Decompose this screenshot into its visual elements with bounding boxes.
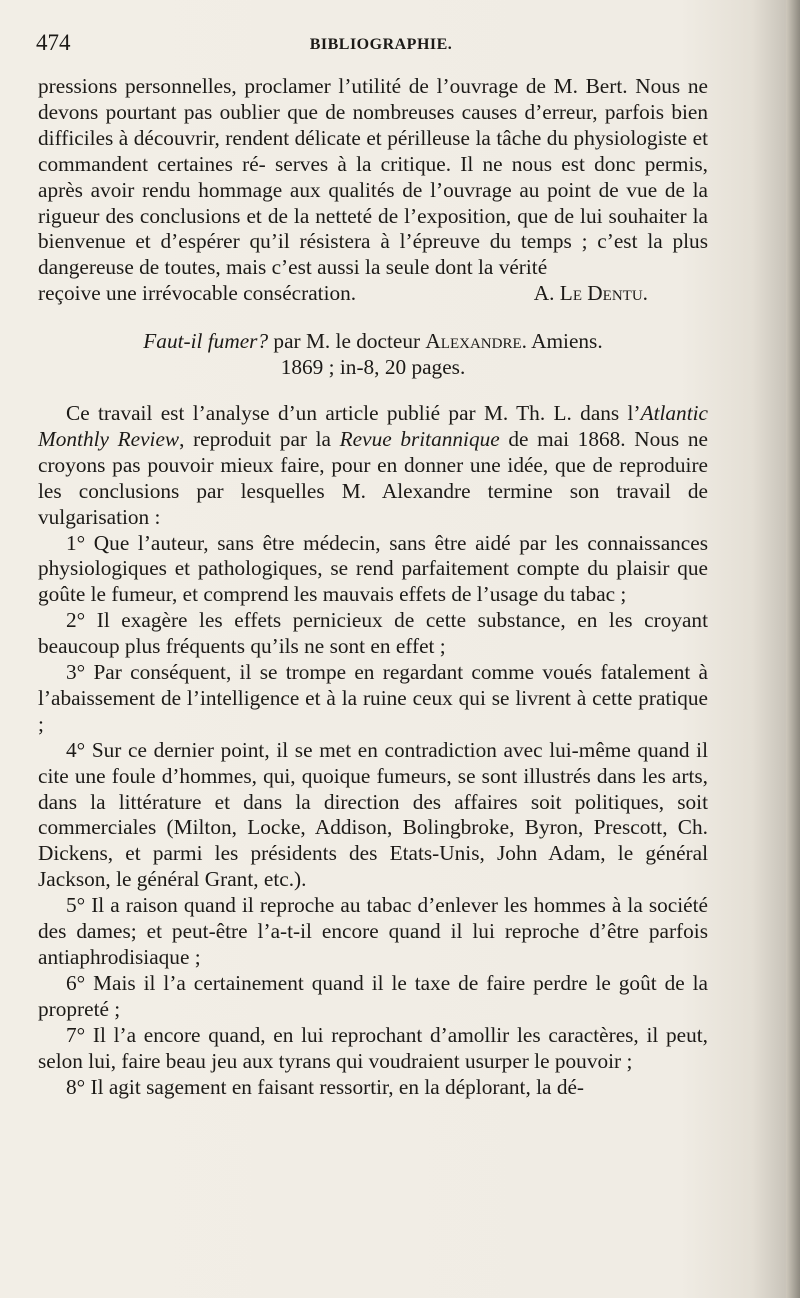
intro-text: , reproduit par la <box>179 426 340 451</box>
text-line: la bienvenue et d’espérer qu’il résistera à l’épreuve du temps ; c’est <box>38 203 708 254</box>
page-number: 474 <box>36 30 71 55</box>
list-item: 5° Il a raison quand il reproche au tabac d’enlever les hommes à la société des dames; et peut-être l’a-t-il encore quand il lui reproche d’être parfois antiaphrodisiaque ; <box>38 893 708 969</box>
list-item: 3° Par conséquent, il se trompe en regardant comme voués fatalement à l’abaissement de l’intelligence et à la ruine ceux qui se livrent à cette pratique ; <box>38 660 708 736</box>
review-paragraph <box>38 74 708 281</box>
title-line-1 <box>38 329 708 355</box>
page-header <box>36 30 726 60</box>
closing-line <box>38 281 708 307</box>
text-line: hommage aux qualités de l’ouvrage au point de vue de la rigueur <box>38 177 708 228</box>
page-body <box>38 74 708 1100</box>
intro-text: Ce travail est l’analyse d’un article publié par M. Th. L. dans l’ <box>66 400 641 425</box>
list-item: 2° Il exagère les effets pernicieux de cette substance, en les croyant beaucoup plus fréquents qu’ils ne sont en effet ; <box>38 608 708 659</box>
review-title <box>38 329 708 381</box>
list-item: 7° Il l’a encore quand, en lui reprochant d’amollir les caractères, il peut, selon lui, faire beau jeu aux tyrans qui voudraient usurper le pouvoir ; <box>38 1022 708 1073</box>
page-edge-shadow <box>786 0 800 1298</box>
intro-text: de mai 1868. Nous ne croyons pas pouvoir mieux faire, pour en donner une idée, que de reproduire les conclusions par lesquelles M. Alexandre termine son travail de vulgarisation : <box>38 426 708 529</box>
title-place: . Amiens. <box>521 329 603 354</box>
closing-text: reçoive une irrévocable consécration. <box>38 281 357 306</box>
running-title: BIBLIOGRAPHIE. <box>309 36 453 53</box>
signature: A. Le Dentu. <box>533 281 648 306</box>
text-line: Nous ne devons pourtant pas oublier que de nombreuses causes <box>38 74 708 124</box>
list-item: 1° Que l’auteur, sans être médecin, sans être aidé par les connaissances physiologiques et pathologiques, se rend parfaitement compte du plaisir que goûte le fumeur, et comprend les mauvais effets de l’usage du tabac ; <box>38 530 708 607</box>
text-line: serves à la critique. Il ne nous est donc permis, après avoir rendu <box>38 151 708 202</box>
list-item: 4° Sur ce dernier point, il se met en contradiction avec lui-même quand il cite une foule d’hommes, qui, quoique fumeurs, se sont illustrés dans les arts, dans la littérature et dans la direction des affaires soit politiques, soit commerciales (Milton, Locke, Addison, Bolingbroke, Byron, Prescott, Ch. Dickens, et parmi les présidents des Etats-Unis, John Adam, le général Jackson, le général Grant, etc.). <box>38 737 708 892</box>
text-line: pressions personnelles, proclamer l’utilité de l’ouvrage de M. Bert. <box>38 74 628 98</box>
list-item: 6° Mais il l’a certainement quand il le taxe de faire perdre le goût de la propreté ; <box>38 970 708 1021</box>
list-item: 8° Il agit sagement en faisant ressortir, en la déplorant, la dé- <box>66 1074 585 1099</box>
conclusions-list <box>38 531 708 1101</box>
review-conclusion <box>38 74 708 307</box>
text-line: des conclusions et de la netteté de l’exposition, que de lui souhaiter <box>105 203 687 228</box>
text-line: d’erreur, parfois bien difficiles à découvrir, rendent délicate et <box>38 99 708 150</box>
text-line: périlleuse la tâche du physiologiste et commandent certaines ré- <box>38 125 708 176</box>
review-intro <box>38 401 708 531</box>
title-line-2: 1869 ; in-8, 20 pages. <box>280 355 466 380</box>
journal-title: Revue britannique <box>339 426 500 451</box>
title-text: par M. le docteur <box>268 329 426 354</box>
text-line: la plus dangereuse de toutes, mais c’est aussi la seule dont la vérité <box>38 229 708 280</box>
journal-title: Atlantic Monthly Review <box>38 400 708 451</box>
book-title: Faut-il fumer? <box>143 329 269 354</box>
book-author: Alexandre <box>425 329 522 354</box>
